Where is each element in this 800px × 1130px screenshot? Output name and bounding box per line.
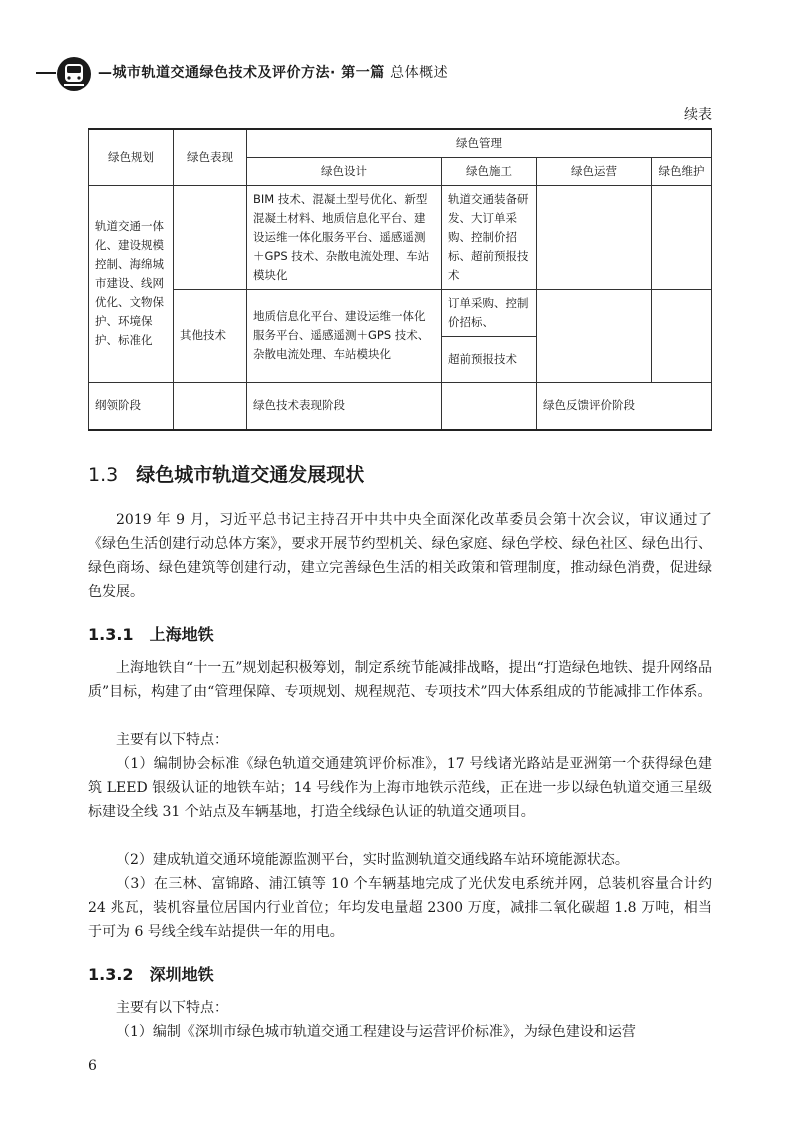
perf-cell-other: 其他技术 bbox=[174, 289, 247, 382]
col-header-build: 绿色施工 bbox=[442, 157, 537, 185]
stage-perf-empty bbox=[174, 382, 247, 430]
col-header-design: 绿色设计 bbox=[247, 157, 442, 185]
table-continued-label: 续表 bbox=[684, 107, 712, 123]
stage-build-empty bbox=[442, 382, 537, 430]
col-header-perf: 绿色表现 bbox=[174, 129, 247, 185]
green-tech-table bbox=[88, 128, 712, 431]
maint-cell-2 bbox=[652, 289, 712, 382]
subsection-title-text: 深圳地铁 bbox=[149, 965, 214, 984]
shanghai-para-4: （2）建成轨道交通环境能源监测平台，实时监测轨道交通线路车站环境能源状态。 bbox=[116, 852, 629, 868]
shanghai-para-3: （1）编制协会标准《绿色轨道交通建筑评价标准》，17 号线诸光路站是亚洲第一个获得绿色建筑 LEED 银级认证的地铁车站；14 号线作为上海市地铁示范线，正在进一步以绿色轨道交通三星级标建设全线 31 个站点及车辆基地，打造全线绿色认证的轨道交通项目。 bbox=[88, 756, 712, 820]
section-number: 1.3 bbox=[88, 464, 119, 486]
col-header-plan: 绿色规划 bbox=[89, 129, 174, 185]
running-title: 城市轨道交通绿色技术及评价方法 bbox=[112, 65, 330, 81]
shanghai-para-5: （3）在三林、富锦路、浦江镇等 10 个车辆基地完成了光伏发电系统并网，总装机容量合计约 24 兆瓦，装机容量位居国内行业首位；年均发电量超 2300 万度，减排二氧化碳超 1.8 万吨，相当于可为 6 号线全线车站提供一年的用电。 bbox=[88, 876, 712, 940]
shanghai-para-1: 上海地铁自“十一五”规划起积极筹划，制定系统节能减排战略，提出“打造绿色地铁、提升网络品质”目标，构建了由“管理保障、专项规划、规程规范、专项技术”四大体系组成的节能减排工作体系。 bbox=[88, 660, 712, 700]
subsection-title-text: 上海地铁 bbox=[149, 625, 214, 644]
plan-cell: 轨道交通一体化、建设规模控制、海绵城市建设、线网优化、文物保护、环境保护、标准化 bbox=[89, 185, 174, 382]
col-header-mgmt: 绿色管理 bbox=[247, 129, 712, 157]
perf-cell-empty bbox=[174, 185, 247, 289]
stage-feedback: 绿色反馈评价阶段 bbox=[537, 382, 712, 430]
ops-cell-2 bbox=[537, 289, 652, 382]
subsection-title-shanghai bbox=[88, 622, 214, 645]
running-head: —城市轨道交通绿色技术及评价方法· 第一篇 总体概述 bbox=[98, 65, 449, 81]
chapter-label: 总体概述 bbox=[390, 65, 449, 81]
subsection-number: 1.3.1 bbox=[88, 625, 134, 644]
subsection-title-shenzhen bbox=[88, 962, 214, 985]
design-cell-2: 地质信息化平台、建设运维一体化服务平台、遥感遥测＋GPS 技术、杂散电流处理、车站模块化 bbox=[247, 289, 442, 382]
build-cell-1: 轨道交通装备研发、大订单采购、控制价招标、超前预报技术 bbox=[442, 185, 537, 289]
subsection-number: 1.3.2 bbox=[88, 965, 134, 984]
col-header-ops: 绿色运营 bbox=[537, 157, 652, 185]
shenzhen-para-1: 主要有以下特点： bbox=[116, 1000, 228, 1016]
header-rule bbox=[36, 72, 56, 74]
page-number: 6 bbox=[88, 1058, 97, 1074]
shanghai-para-2: 主要有以下特点： bbox=[116, 732, 228, 748]
col-header-maint: 绿色维护 bbox=[652, 157, 712, 185]
ops-cell-1 bbox=[537, 185, 652, 289]
maint-cell-1 bbox=[652, 185, 712, 289]
part-label: · 第一篇 bbox=[330, 65, 385, 81]
stage-plan: 纲领阶段 bbox=[89, 382, 174, 430]
stage-tech: 绿色技术表现阶段 bbox=[247, 382, 442, 430]
shenzhen-para-2: （1）编制《深圳市绿色城市轨道交通工程建设与运营评价标准》，为绿色建设和运营 bbox=[116, 1024, 636, 1040]
build-cell-2b: 超前预报技术 bbox=[442, 336, 537, 382]
build-cell-2a: 订单采购、控制价招标、 bbox=[442, 289, 537, 336]
section-title bbox=[88, 460, 364, 487]
section-intro: 2019 年 9 月，习近平总书记主持召开中共中央全面深化改革委员会第十次会议，审议通过了《绿色生活创建行动总体方案》，要求开展节约型机关、绿色家庭、绿色学校、绿色社区、绿色出行、绿色商场、绿色建筑等创建行动，建立完善绿色生活的相关政策和管理制度，推动绿色消费，促进绿色发展。 bbox=[88, 512, 712, 600]
metro-train-icon bbox=[56, 56, 92, 92]
section-title-text: 绿色城市轨道交通发展现状 bbox=[136, 464, 365, 486]
design-cell-1: BIM 技术、混凝土型号优化、新型混凝土材料、地质信息化平台、建设运维一体化服务平台、遥感遥测＋GPS 技术、杂散电流处理、车站模块化 bbox=[247, 185, 442, 289]
